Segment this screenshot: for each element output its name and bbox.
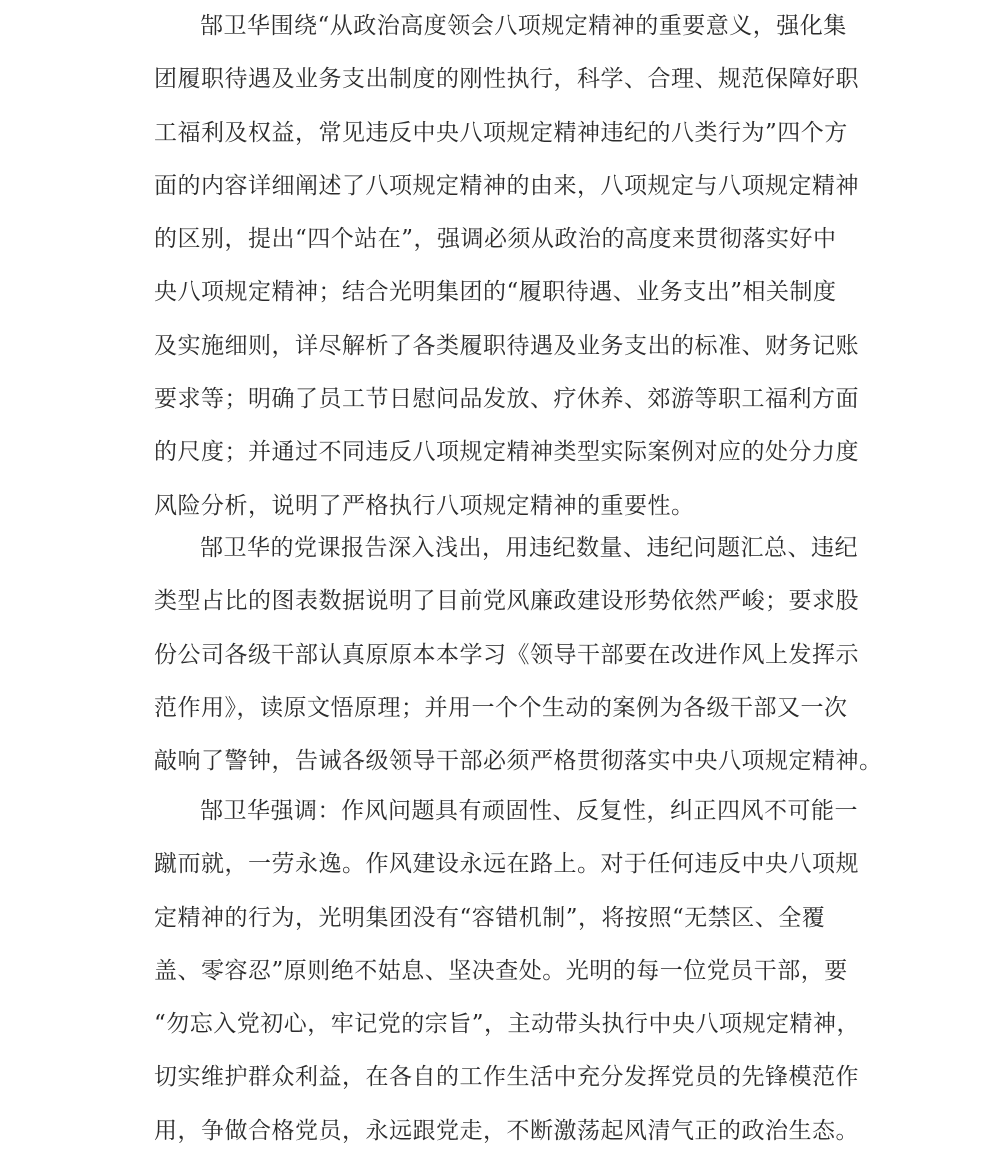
paragraph-line: 郜卫华围绕“从政治高度领会八项规定精神的重要意义，强化集 <box>200 13 847 39</box>
paragraph-line: 团履职待遇及业务支出制度的刚性执行，科学、合理、规范保障好职 <box>154 66 859 93</box>
paragraph-line: 及实施细则，详尽解析了各类履职待遇及业务支出的标准、财务记账 <box>154 332 859 359</box>
paragraph-line: 面的内容详细阐述了八项规定精神的由来，八项规定与八项规定精神 <box>154 172 859 199</box>
paragraph-line: 要求等；明确了员工节日慰问品发放、疗休养、郊游等职工福利方面 <box>154 386 859 413</box>
paragraph-line: 蹴而就，一劳永逸。作风建设永远在路上。对于任何违反中央八项规 <box>154 851 859 878</box>
paragraph-line: 范作用》，读原文悟原理；并用一个个生动的案例为各级干部又一次 <box>154 694 848 721</box>
paragraph-line: 郜卫华的党课报告深入浅出，用违纪数量、违纪问题汇总、违纪 <box>200 535 858 561</box>
paragraph-line: 的区别，提出“四个站在”，强调必须从政治的高度来贯彻落实好中 <box>154 226 837 253</box>
paragraph-line: 切实维护群众利益，在各自的工作生活中充分发挥党员的先锋模范作 <box>154 1064 859 1091</box>
paragraph-line: 用，争做合格党员，永远跟党走，不断激荡起风清气正的政治生态。 <box>154 1117 859 1144</box>
paragraph-3 <box>154 785 860 1158</box>
paragraph-line: 盖、零容忍”原则绝不姑息、坚决查处。光明的每一位党员干部，要 <box>154 957 848 984</box>
paragraph-line: 敲响了警钟，告诫各级领导干部必须严格贯彻落实中央八项规定精神。 <box>154 748 883 775</box>
paragraph-line: 定精神的行为，光明集团没有“容错机制”，将按照“无禁区、全覆 <box>154 904 826 931</box>
paragraph-line: 的尺度；并通过不同违反八项规定精神类型实际案例对应的处分力度 <box>154 439 859 466</box>
paragraph-1 <box>154 0 859 533</box>
paragraph-line: 类型占比的图表数据说明了目前党风廉政建设形势依然严峻；要求股 <box>154 588 859 615</box>
paragraph-line: 份公司各级干部认真原原本本学习《领导干部要在改进作风上发挥示 <box>154 641 859 668</box>
paragraph-line: 工福利及权益，常见违反中央八项规定精神违纪的八类行为”四个方 <box>154 119 848 146</box>
paragraph-line: 郜卫华强调：作风问题具有顽固性、反复性，纠正四风不可能一 <box>200 798 858 824</box>
paragraph-line: 央八项规定精神；结合光明集团的“履职待遇、业务支出”相关制度 <box>154 279 837 306</box>
paragraph-line: “勿忘入党初心，牢记党的宗旨”，主动带头执行中央八项规定精神， <box>154 1011 861 1038</box>
paragraph-line: 风险分析，说明了严格执行八项规定精神的重要性。 <box>154 492 695 519</box>
paragraph-2 <box>154 522 883 788</box>
